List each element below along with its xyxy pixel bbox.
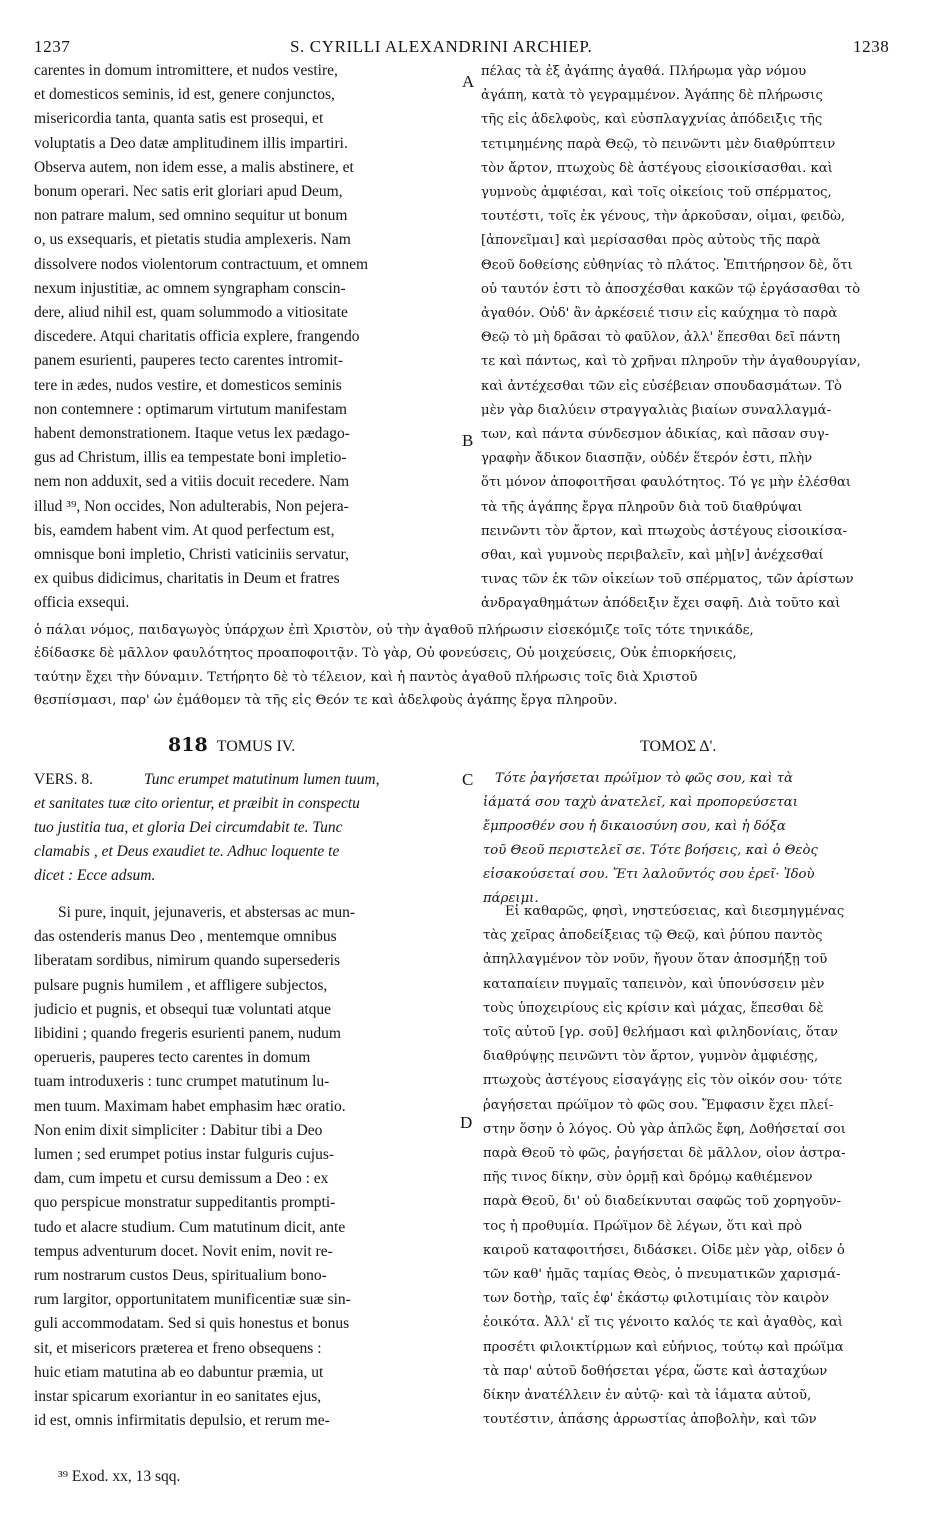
section-title-latin: TOMUS IV. <box>216 738 296 755</box>
footnote: ³⁹ Exod. xx, 13 sqq. <box>58 1468 181 1485</box>
greek-line: γραφὴν ἄδικον διασπᾷν, οὐδέν ἕτερόν ἐστι, πλὴν <box>481 451 813 467</box>
greek-line: πεινῶντι τὸν ἄρτον, καὶ πτωχοὺς ἀστέγους εἰσοικίσα- <box>481 523 847 539</box>
greek-line: γυμνοὺς ἀμφιέσαι, καὶ τοῖς οἰκείοις τοῦ σπέρματος, <box>481 185 832 200</box>
verse-label: VERS. 8. <box>34 771 93 788</box>
section-number: 818 <box>168 734 208 756</box>
commentary-latin-line: instar spicarum exoriantur in eo sanitates ejus, <box>34 1388 322 1405</box>
commentary-greek-line: πῆς τινος δίκην, σὺν ὁρμῇ καὶ δρόμῳ καθιέμενον <box>483 1170 813 1186</box>
greek-line: τετιμημένης παρὰ Θεῷ, τὸ πεινῶντι μὲν διαθρύπτειν <box>481 136 836 152</box>
commentary-greek-line: προσέτι φιλοικτίρμων καὶ εὐήνιος, τούτῳ καὶ πρώϊμα <box>483 1339 844 1355</box>
commentary-latin-line: rum largitor, opportunitatem munificentiæ suæ sin- <box>34 1291 351 1309</box>
commentary-latin-line: Non enim dixit simpliciter : Dabitur tibi a Deo <box>34 1121 323 1139</box>
verse-latin-line: et sanitates tuæ cito orientur, et præibit in conspectu <box>34 795 360 812</box>
commentary-latin-line: judicio et pugnis, et obsequi tuæ voluntati atque <box>34 1000 332 1018</box>
margin-letter-a: A <box>462 72 475 91</box>
commentary-latin-line: liberatam sordibus, nimirum quando supersederis <box>34 952 341 970</box>
latin-line: carentes in domum intromittere, et nudos vestire, <box>34 62 338 79</box>
commentary-greek-line: τὰς χεῖρας ἀποδείξειας τῷ Θεῷ, καὶ ῥύπου παντὸς <box>483 928 823 944</box>
latin-line: et domesticos seminis, id est, genere conjunctos, <box>34 86 335 104</box>
commentary-greek-line: καταπαίειν πυγμαῖς ταπεινὸν, καὶ ὑπονύσσειν μὲν <box>483 976 825 992</box>
latin-line: discedere. Atqui charitatis officia explere, frangendo <box>34 328 360 346</box>
section-title-greek: ΤΟΜΟΣ Δ'. <box>640 738 717 755</box>
commentary-latin-line: tuam introduxeris : tunc crumpet matutinum lu- <box>34 1073 330 1091</box>
commentary-greek-line: παρὰ Θεοῦ τὸ φῶς, ῥαγήσεται δὲ μᾶλλον, οἷον ἀστρα- <box>483 1146 846 1161</box>
latin-line: ex quibus didicimus, charitatis in Deum et fratres <box>34 570 340 588</box>
commentary-latin-line: huic etiam matutina ab eo dabuntur præmia, ut <box>34 1363 324 1381</box>
commentary-greek-line: Εἰ καθαρῶς, φησὶ, νηστεύσειας, καὶ διεσμηγμένας <box>505 904 845 919</box>
latin-line: tere in ædes, nudos vestire, et domesticos seminis <box>34 376 342 394</box>
greek-line: ἀγαθόν. Οὐδ' ἂν ἀρκέσειέ τισιν εἰς καύχημα τὸ παρὰ <box>481 306 838 321</box>
commentary-latin-line: libidini ; quando fregeris esurienti panem, nudum <box>34 1025 341 1042</box>
latin-line: non contemnere : optimarum virtutum manifestam <box>34 400 347 418</box>
commentary-latin-line: das ostenderis manus Deo , mentemque omnibus <box>34 928 337 946</box>
latin-line: nexum injustitiæ, ac omnem syngrapham conscin- <box>34 279 346 297</box>
commentary-greek-line: τὰ παρ' αὐτοῦ δοθήσεται γέρα, ὥστε καὶ ἀσταχύων <box>483 1363 828 1379</box>
latin-line: Observa autem, non idem esse, a malis abstinere, et <box>34 158 354 176</box>
latin-line: voluptatis a Deo datæ amplitudinem illis impartiri. <box>34 134 348 152</box>
latin-line: illud ³⁹, Non occides, Non adulterabis, Non pejera- <box>34 497 349 515</box>
latin-line: officia exsequi. <box>34 594 130 612</box>
commentary-latin-line: quo perspicue monstratur suppeditantis prompti- <box>34 1194 336 1212</box>
greek-line: ταύτην ἔχει τὴν δύναμιν. Τετήρητο δὲ τὸ τέλειον, καὶ ἡ παντὸς ἀγαθοῦ πλήρωσις τοῖς διὰ Χριστοῦ <box>34 669 698 685</box>
verse-greek-line: ἔμπροσθέν σου ἡ δικαιοσύνη σου, καὶ ἡ δόξα <box>483 819 786 834</box>
verse-latin-line: tuo justitia tua, et gloria Dei circumdabit te. Tunc <box>34 819 343 836</box>
latin-line: misericordia tanta, quanta satis est prosequi, et <box>34 110 324 128</box>
verse-greek-line: ἰάματά σου ταχὺ ἀνατελεῖ, καὶ προπορεύσεται <box>483 795 798 810</box>
latin-line: omnisque boni impletio, Christi vaticiniis servatur, <box>34 546 349 563</box>
commentary-greek-line: τοῖς αὐτοῦ [γρ. σοῦ] θελήμασι καὶ φιληδονίαις, ὅταν <box>483 1025 838 1040</box>
greek-line: πέλας τὰ ἐξ ἀγάπης ἀγαθά. Πλήρωμα γὰρ νόμου <box>481 64 807 79</box>
greek-line: [ἀπονεῖμαι] καὶ μερίσασθαι πρὸς αὐτοὺς τῆς παρὰ <box>481 233 821 249</box>
commentary-greek-line: ἀπηλλαγμένον τὸν νοῦν, ἤγουν ὅταν ἀποσμήξῃ τοῦ <box>483 952 828 968</box>
commentary-latin-line: tudo et alacre studium. Cum matutinum dicit, ante <box>34 1218 346 1236</box>
greek-line: οὐ ταυτόν ἐστι τὸ ἀποσχέσθαι κακῶν τῷ ἐργάσασθαι τὸ <box>481 281 861 297</box>
greek-line: θεσπίσμασι, παρ' ὧν ἐμάθομεν τὰ τῆς εἰς Θεόν τε καὶ ἀδελφοὺς ἀγάπης ἔργα πληροῦν. <box>34 692 618 708</box>
latin-line: panem esurienti, pauperes tecto carentes intromit- <box>34 352 344 370</box>
latin-line: dissolvere nodos violentorum contractuum, et omnem <box>34 255 369 273</box>
verse-latin-line: clamabis , et Deus exaudiet te. Adhuc loquente te <box>34 843 340 860</box>
commentary-latin-line: lumen ; sed erumpet potius instar fulguris cujus- <box>34 1146 335 1163</box>
greek-line: Θεοῦ δοθείσης εὐθηνίας τὸ πλάτος. Ἐπιτήρησον δὲ, ὅτι <box>481 257 853 273</box>
latin-line: nem non adduxit, sed a vitiis docuit recedere. Nam <box>34 473 350 491</box>
greek-line: μὲν γὰρ διαλύειν στραγγαλιὰς βιαίων συναλλαγμά- <box>481 402 832 418</box>
latin-line: dere, aliud nihil est, quam solummodo a vitiositate <box>34 304 348 321</box>
greek-line: ὅτι μόνον ἀποφοιτῆσαι φαυλότητος. Τό γε μὴν ἐλέσθαι <box>481 475 852 491</box>
verse-greek-line: τοῦ Θεοῦ περιστελεῖ σε. Τότε βοήσεις, καὶ ὁ Θεὸς <box>483 843 818 858</box>
commentary-greek-line: δίκην ἀνατέλλειν ἐν αὐτῷ· καὶ τὰ ἰάματα αὐτοῦ, <box>483 1388 812 1403</box>
latin-line: gus ad Christum, illis ea tempestate boni impletio- <box>34 449 347 467</box>
greek-line: τὸν ἄρτον, πτωχοὺς δὲ ἀστέγους εἰσοικίσασθαι. καὶ <box>481 160 833 176</box>
latin-line: bonum operari. Nec satis erit gloriari apud Deum, <box>34 183 343 200</box>
commentary-latin-line: pulsare pugnis humilem , et affligere subjectos, <box>34 976 328 994</box>
greek-line: ἀγάπη, κατὰ τὸ γεγραμμένον. Ἀγάπης δὲ πλήρωσις <box>481 88 823 104</box>
commentary-latin-line: dam, cum impetu et cursu demissum a Deo : ex <box>34 1170 329 1188</box>
page-number-left: 1237 <box>34 37 71 56</box>
verse-latin-line: dicet : Ecce adsum. <box>34 867 156 884</box>
greek-line: καὶ ἀντέχεσθαι τῶν εἰς εὐσέβειαν σπουδασμάτων. Τὸ <box>481 378 842 394</box>
commentary-latin-line: guli accommodatam. Sed si quis honestus et bonus <box>34 1315 350 1333</box>
commentary-greek-line: των δοτὴρ, ταῖς ἐφ' ἑκάστῳ φιλοτιμίαις τὸν καιρὸν <box>483 1291 830 1307</box>
verse-greek-line: εἰσακούσεταί σου. Ἔτι λαλοῦντός σου ἐρεῖ· Ἰδοὺ <box>483 867 815 882</box>
commentary-latin-line: sit, et misericors præterea et freno obsequens : <box>34 1339 322 1357</box>
commentary-greek-line: στην ὅσην ὁ λόγος. Οὐ γὰρ ἁπλῶς ἔφη, Δοθήσεταί σοι <box>483 1121 846 1137</box>
commentary-latin-line: tempus adventurum docet. Novit enim, novit re- <box>34 1242 333 1260</box>
commentary-latin-line: id est, omnis infirmitatis depulsio, et rerum me- <box>34 1412 330 1430</box>
margin-letter-c: C <box>462 770 474 789</box>
greek-line: Θεῷ τὸ μὴ δρᾶσαι τὸ φαῦλον, ἀλλ' ἕπεσθαι δεῖ πάντη <box>481 330 840 346</box>
commentary-greek-line: καιροῦ καταφοιτήσει, διδάσκει. Οἶδε μὲν γὰρ, οἶδεν ὁ <box>483 1242 845 1258</box>
verse-latin-line: Tunc erumpet matutinum lumen tuum, <box>144 771 380 788</box>
verse-greek-line: πάρειμι. <box>483 891 539 906</box>
greek-line: τε καὶ πάντως, καὶ τὸ χρῆναι πληροῦν τὴν ἀγαθουργίαν, <box>481 354 861 370</box>
margin-letter-d: D <box>460 1113 473 1132</box>
commentary-greek-line: τουτέστιν, ἁπάσης ἀρρωστίας ἀποβολὴν, καὶ τῶν <box>483 1412 817 1428</box>
verse-greek-line: Τότε ῥαγήσεται πρώϊμον τὸ φῶς σου, καὶ τὰ <box>495 771 793 786</box>
greek-line: ἀνδραγαθημάτων ἀπόδειξιν ἔχει σαφῆ. Διὰ τοῦτο καὶ <box>481 596 841 612</box>
commentary-latin-line: Si pure, inquit, jejunaveris, et abstersas ac mun- <box>58 904 356 921</box>
greek-line: τῆς εἰς ἀδελφοὺς, καὶ εὐσπλαγχνίας ἀπόδειξις τῆς <box>481 112 823 128</box>
latin-line: non patrare malum, sed omnino sequitur ut bonum <box>34 207 348 225</box>
greek-line: τουτέστι, τοῖς ἐκ γένους, τὴν ἀρκοῦσαν, οἶμαι, φειδὼ, <box>481 209 846 225</box>
commentary-greek-line: τῶν καθ' ἡμᾶς ταμίας Θεὸς, ὁ πνευματικῶν χαρισμά- <box>483 1267 841 1282</box>
greek-line: τινας τῶν ἐκ τῶν οἰκείων τοῦ σπέρματος, τῶν ἀρίστων <box>481 572 854 588</box>
greek-line: ὁ πάλαι νόμος, παιδαγωγὸς ὑπάρχων ἐπὶ Χριστὸν, οὐ τὴν ἀγαθοῦ πλήρωσιν εἰσεκόμιζε τοῖς τότε τηνικάδε, <box>34 623 754 638</box>
greek-line: ἐδίδασκε δὲ μᾶλλον φαυλότητος προαποφοιτᾷν. Τὸ γὰρ, Οὐ φονεύσεις, Οὐ μοιχεύσεις, Οὐκ ἐπιορκήσεις, <box>34 646 737 662</box>
commentary-greek-line: τοὺς ὑποχειρίους εἰς κρίσιν καὶ μάχας, ἕπεσθαι δὲ <box>483 1000 824 1016</box>
latin-line: habent demonstrationem. Itaque vetus lex pædago- <box>34 425 350 442</box>
commentary-latin-line: rum nostrarum custos Deus, spiritualium bono- <box>34 1267 327 1284</box>
commentary-greek-line: ῥαγήσεται πρώϊμον τὸ φῶς σου. Ἔμφασιν ἔχει πλεί- <box>483 1097 834 1113</box>
latin-line: bis, eamdem habent vim. At quod perfectum est, <box>34 521 335 539</box>
running-title: S. CYRILLI ALEXANDRINI ARCHIEP. <box>290 37 593 56</box>
commentary-greek-line: διαθρύψῃς πεινῶντι τὸν ἄρτον, γυμνὸν ἀμφιέσῃς, <box>483 1049 819 1065</box>
page-number-right: 1238 <box>853 37 890 56</box>
margin-letter-b: B <box>462 431 474 450</box>
commentary-latin-line: men tuum. Maximam habet emphasim hæc oratio. <box>34 1097 346 1115</box>
commentary-greek-line: παρὰ Θεοῦ, δι' οὗ διαδείκνυται σαφῶς τοῦ χορηγοῦν- <box>483 1194 842 1210</box>
latin-line: o, us exsequaris, et pietatis studia amplexeris. Nam <box>34 231 351 249</box>
commentary-latin-line: operueris, pauperes tecto carentes in domum <box>34 1049 311 1067</box>
greek-line: των, καὶ πάντα σύνδεσμον ἀδικίας, καὶ πᾶσαν συγ- <box>481 427 830 442</box>
greek-line: τὰ τῆς ἀγάπης ἔργα πληροῦν διὰ τοῦ διαθρύψαι <box>481 499 803 515</box>
greek-line: σθαι, καὶ γυμνοὺς περιβαλεῖν, καὶ μὴ[ν] ἀνέχεσθαί <box>481 548 824 563</box>
section-heading-latin <box>168 734 295 756</box>
commentary-greek-line: πτωχοὺς ἀστέγους εἰσαγάγῃς εἰς τὸν οἶκόν σου· τότε <box>483 1073 842 1089</box>
commentary-greek-line: τος ἡ προθυμία. Πρώϊμον δὲ λέγων, ὅτι καὶ πρὸ <box>483 1218 803 1234</box>
commentary-greek-line: ἐοικότα. Ἀλλ' εἴ τις γένοιτο καλός τε καὶ ἀγαθὸς, καὶ <box>483 1315 844 1331</box>
